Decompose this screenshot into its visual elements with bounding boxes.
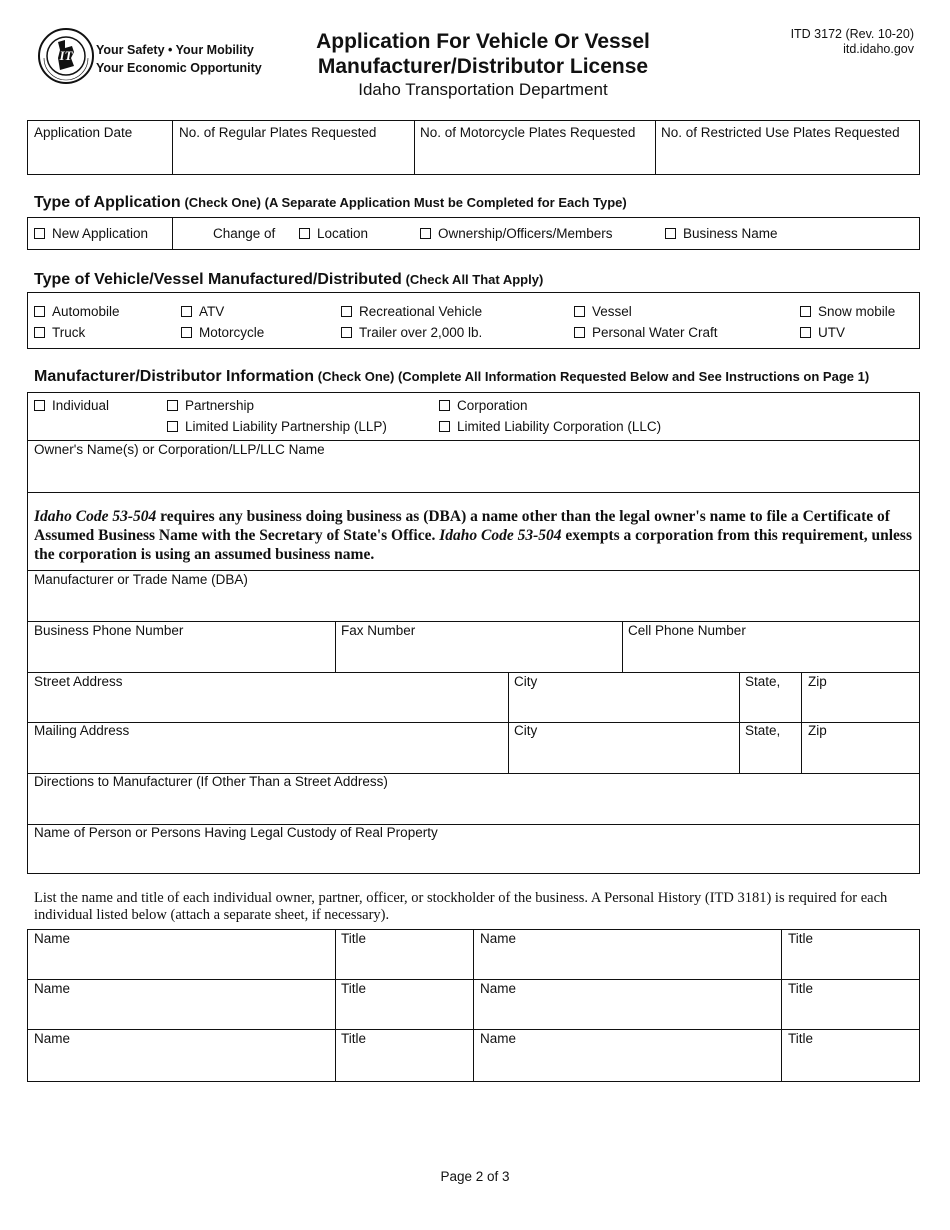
form-title-line-2: Manufacturer/Distributor License bbox=[317, 55, 649, 78]
application-date-field[interactable]: Application Date bbox=[34, 125, 133, 140]
checkbox-box bbox=[420, 228, 431, 239]
individual-name-field[interactable]: Name bbox=[34, 981, 71, 996]
street-city-field[interactable]: City bbox=[514, 674, 538, 689]
application-type-heading: Type of Application bbox=[34, 194, 181, 211]
legal-custody-field[interactable]: Name of Person or Persons Having Legal Custody of Real Property bbox=[34, 825, 438, 840]
application-type-note: (Check One) (A Separate Application Must be Completed for Each Type) bbox=[184, 195, 627, 210]
individual-title-field[interactable]: Title bbox=[341, 931, 367, 946]
trade-name-field[interactable]: Manufacturer or Trade Name (DBA) bbox=[34, 572, 248, 587]
code-reference: Idaho Code 53-504 bbox=[34, 508, 157, 525]
mailing-state-field[interactable]: State, bbox=[745, 723, 781, 738]
checkbox-box bbox=[800, 306, 811, 317]
motorcycle-checkbox[interactable]: Motorcycle bbox=[181, 325, 264, 341]
manufacturer-info-note: (Check One) (Complete All Information Requested Below and See Instructions on Page 1) bbox=[317, 369, 870, 384]
checkbox-box bbox=[800, 327, 811, 338]
individual-name-field[interactable]: Name bbox=[480, 981, 517, 996]
business-phone-field[interactable]: Business Phone Number bbox=[34, 623, 184, 638]
checkbox-box bbox=[34, 306, 45, 317]
motorcycle-plates-field[interactable]: No. of Motorcycle Plates Requested bbox=[420, 125, 636, 140]
owner-name-field[interactable]: Owner's Name(s) or Corporation/LLP/LLC Name bbox=[34, 442, 325, 457]
checkbox-box bbox=[574, 327, 585, 338]
individual-title-field[interactable]: Title bbox=[341, 981, 367, 996]
trailer-checkbox[interactable]: Trailer over 2,000 lb. bbox=[341, 325, 482, 341]
form-number: ITD 3172 (Rev. 10-20) bbox=[790, 27, 914, 41]
website: itd.idaho.gov bbox=[843, 42, 914, 56]
checkbox-box bbox=[167, 421, 178, 432]
page-number: Page 2 of 3 bbox=[440, 1169, 510, 1184]
regular-plates-field[interactable]: No. of Regular Plates Requested bbox=[179, 125, 377, 140]
checkbox-box bbox=[665, 228, 676, 239]
partnership-checkbox[interactable]: Partnership bbox=[167, 398, 254, 414]
individual-name-field[interactable]: Name bbox=[480, 931, 517, 946]
street-state-field[interactable]: State, bbox=[745, 674, 781, 689]
svg-text:IT: IT bbox=[59, 48, 73, 63]
mailing-address-field[interactable]: Mailing Address bbox=[34, 723, 130, 738]
change-business-name-checkbox[interactable]: Business Name bbox=[665, 226, 778, 242]
truck-checkbox[interactable]: Truck bbox=[34, 325, 85, 341]
manufacturer-info-heading: Manufacturer/Distributor Information bbox=[34, 368, 315, 385]
mailing-city-field[interactable]: City bbox=[514, 723, 538, 738]
street-zip-field[interactable]: Zip bbox=[808, 674, 827, 689]
checkbox-box bbox=[181, 306, 192, 317]
individual-title-field[interactable]: Title bbox=[788, 931, 814, 946]
atv-checkbox[interactable]: ATV bbox=[181, 304, 224, 320]
individual-checkbox[interactable]: Individual bbox=[34, 398, 109, 414]
vessel-checkbox[interactable]: Vessel bbox=[574, 304, 632, 320]
change-of-label: Change of bbox=[213, 226, 276, 241]
dba-notice: Idaho Code 53-504 requires any business doing business as (DBA) a name other than the legal owner's name to file a Certificate of Assumed Business Name with the Secretary of State's Office. Idaho Code 53-504 exempts a corporation from this requirement, unless the corporation is using an assumed business name. bbox=[34, 508, 912, 563]
automobile-checkbox[interactable]: Automobile bbox=[34, 304, 120, 320]
vehicle-type-heading: Type of Vehicle/Vessel Manufactured/Distributed bbox=[34, 271, 402, 288]
change-ownership-checkbox[interactable]: Ownership/Officers/Members bbox=[420, 226, 613, 242]
checkbox-box bbox=[439, 421, 450, 432]
individual-name-field[interactable]: Name bbox=[34, 1031, 71, 1046]
directions-field[interactable]: Directions to Manufacturer (If Other Than a Street Address) bbox=[34, 774, 388, 789]
change-location-checkbox[interactable]: Location bbox=[299, 226, 368, 242]
personal-water-craft-checkbox[interactable]: Personal Water Craft bbox=[574, 325, 718, 341]
individual-name-field[interactable]: Name bbox=[34, 931, 71, 946]
individual-name-field[interactable]: Name bbox=[480, 1031, 517, 1046]
checkbox-box bbox=[34, 228, 45, 239]
vehicle-type-note: (Check All That Apply) bbox=[405, 272, 544, 287]
itd-logo bbox=[38, 28, 94, 84]
checkbox-box bbox=[181, 327, 192, 338]
individual-title-field[interactable]: Title bbox=[788, 981, 814, 996]
mailing-zip-field[interactable]: Zip bbox=[808, 723, 827, 738]
fax-field[interactable]: Fax Number bbox=[341, 623, 416, 638]
individual-title-field[interactable]: Title bbox=[788, 1031, 814, 1046]
tagline-1: Your Safety • Your Mobility bbox=[96, 43, 254, 57]
new-application-checkbox[interactable]: New Application bbox=[34, 226, 148, 242]
checkbox-box bbox=[167, 400, 178, 411]
checkbox-box bbox=[34, 400, 45, 411]
checkbox-box bbox=[341, 327, 352, 338]
individuals-instructions: List the name and title of each individual owner, partner, officer, or stockholder of the business. A Personal History (ITD 3181) is required for each individual listed below (attach a separate sheet, if necessary). bbox=[34, 890, 888, 923]
llp-checkbox[interactable]: Limited Liability Partnership (LLP) bbox=[167, 419, 387, 435]
department-subtitle: Idaho Transportation Department bbox=[358, 80, 608, 99]
code-reference: Idaho Code 53-504 bbox=[439, 527, 562, 544]
snowmobile-checkbox[interactable]: Snow mobile bbox=[800, 304, 895, 320]
checkbox-box bbox=[341, 306, 352, 317]
checkbox-box bbox=[574, 306, 585, 317]
checkbox-box bbox=[299, 228, 310, 239]
corporation-checkbox[interactable]: Corporation bbox=[439, 398, 528, 414]
llc-checkbox[interactable]: Limited Liability Corporation (LLC) bbox=[439, 419, 661, 435]
cell-phone-field[interactable]: Cell Phone Number bbox=[628, 623, 746, 638]
checkbox-box bbox=[439, 400, 450, 411]
restricted-plates-field[interactable]: No. of Restricted Use Plates Requested bbox=[661, 125, 900, 140]
checkbox-box bbox=[34, 327, 45, 338]
form-title-line-1: Application For Vehicle Or Vessel bbox=[316, 30, 650, 53]
utv-checkbox[interactable]: UTV bbox=[800, 325, 845, 341]
tagline-2: Your Economic Opportunity bbox=[96, 61, 262, 75]
street-address-field[interactable]: Street Address bbox=[34, 674, 123, 689]
individual-title-field[interactable]: Title bbox=[341, 1031, 367, 1046]
recreational-vehicle-checkbox[interactable]: Recreational Vehicle bbox=[341, 304, 482, 320]
